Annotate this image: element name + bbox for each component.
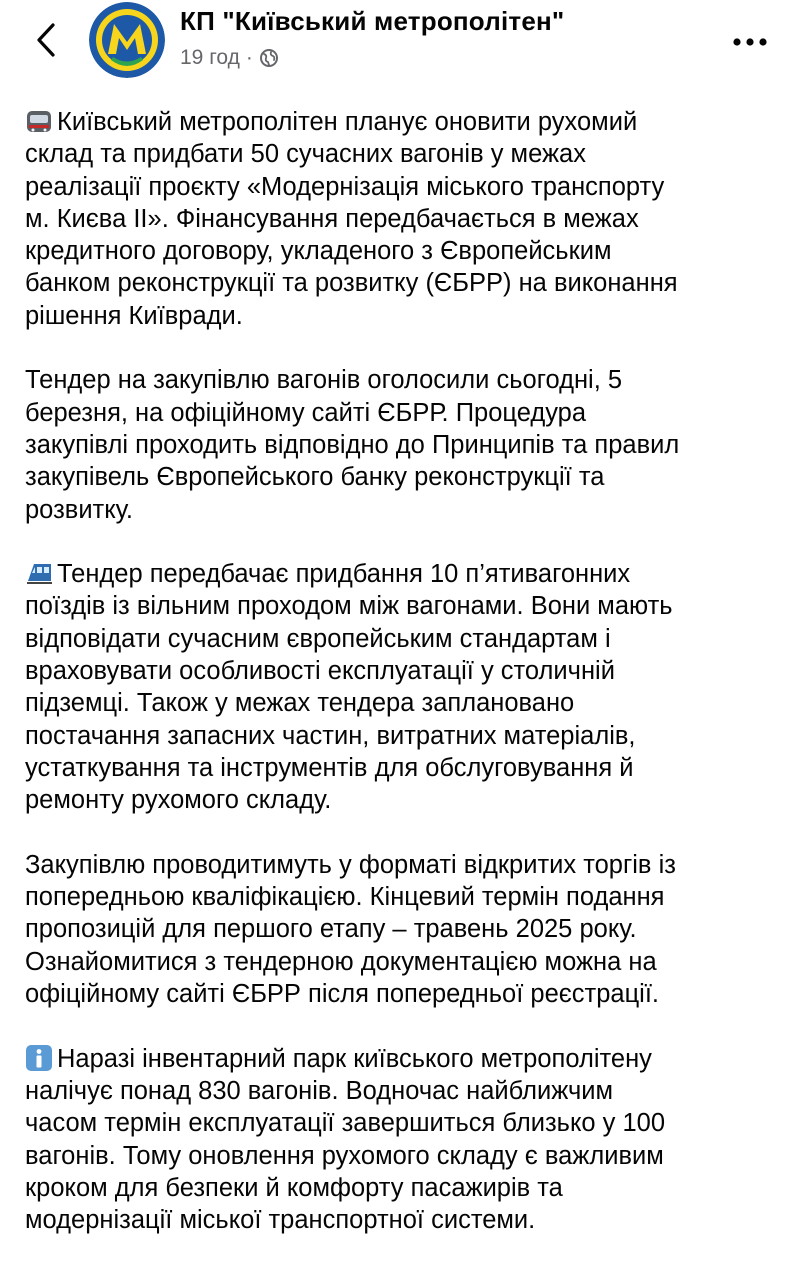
metro-train-icon <box>25 107 53 135</box>
more-horizontal-icon <box>732 37 768 47</box>
post-paragraph-2 <box>25 364 777 525</box>
globe-icon[interactable] <box>259 48 279 68</box>
post-time[interactable]: 19 год <box>180 46 240 69</box>
post-paragraph-3 <box>25 558 777 816</box>
information-icon <box>25 1044 53 1072</box>
paragraph-text: Київський метрополітен планує оновити рухомий склад та придбати 50 сучасних вагонів у межах реалізації проєкту «Модернізація міського транспорту м. Києва ІІ». Фінансування передбачається в межах кредитного договору, укладеного з Європейським банком реконструкції та розвитку (ЄБРР) на виконання рішення Київради. <box>25 108 678 330</box>
meta-separator: · <box>245 46 253 69</box>
post-paragraph-1 <box>25 106 777 332</box>
paragraph-text: Закупівлю проводитимуть у форматі відкритих торгів із попередньою кваліфікацією. Кінцевий термін подання пропозицій для першого етапу – травень 2025 року. Ознайомитися з тендерною документацією можна на офіційному сайті ЄБРР після попередньої реєстрації. <box>25 850 676 1009</box>
light-rail-icon <box>25 559 53 587</box>
paragraph-text: Тендер передбачає придбання 10 п’ятивагонних поїздів із вільним проходом між вагонами. Вони мають відповідати сучасним європейським стандартам і враховувати особливості експлуатації у столичній підземці. Також у межах тендера заплановано постачання запасних частин, витратних матеріалів, устаткування та інструментів для обслуговування й ремонту рухомого складу. <box>25 560 673 815</box>
more-options-button[interactable] <box>730 24 770 60</box>
metro-logo-icon <box>89 2 165 78</box>
post-paragraph-4 <box>25 849 777 1010</box>
post-paragraph-5 <box>25 1043 777 1237</box>
chevron-left-icon <box>34 22 58 58</box>
page-name[interactable]: КП "Київський метрополітен" <box>180 6 565 36</box>
paragraph-text: Тендер на закупівлю вагонів оголосили сьогодні, 5 березня, на офіційному сайті ЄБРР. Процедура закупівлі проходить відповідно до Принципів та правил закупівель Європейського банку реконструкції та розвитку. <box>25 366 680 524</box>
avatar[interactable] <box>89 2 165 78</box>
post-body <box>25 106 777 1269</box>
post-meta <box>180 46 279 70</box>
post-header <box>0 0 794 90</box>
paragraph-text: Наразі інвентарний парк київського метрополітену налічує понад 830 вагонів. Водночас найближчим часом термін експлуатації завершиться близько у 100 вагонів. Тому оновлення рухомого складу є важливим кроком для безпеки й комфорту пасажирів та модернізації міської транспортної системи. <box>25 1044 666 1235</box>
back-button[interactable] <box>24 18 68 62</box>
